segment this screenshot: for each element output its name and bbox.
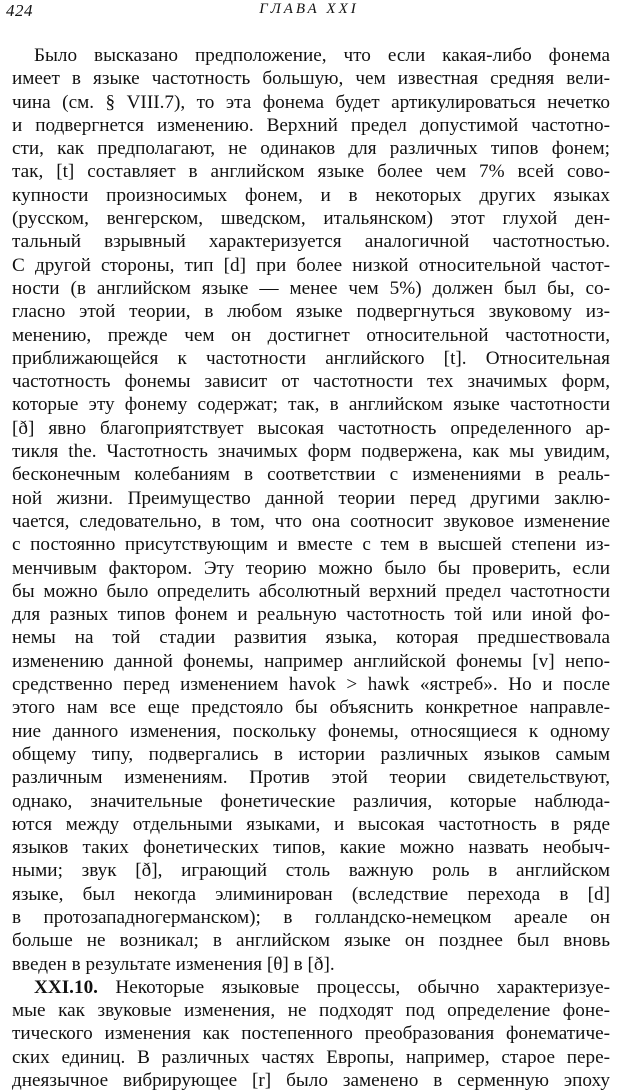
text-line: изменению данной фонемы, например английской фонемы [v] непо- — [12, 650, 610, 672]
text-line: днеязычное вибрирующее [r] было заменено в серменную эпоху — [12, 1070, 610, 1092]
text-line: (русском, венгерском, шведском, итальянском) этот глухой ден- — [12, 208, 610, 230]
text-line: менчивым фактором. Эту теорию можно было бы проверить, если — [12, 557, 610, 579]
text-line: языков таких фонетических типов, какие можно назвать необыч- — [12, 837, 610, 859]
text-line: однако, значительные фонетические различия, которые наблюда- — [12, 790, 610, 812]
text-line: ются между отдельными языками, и высокая частотность в ряде — [12, 813, 610, 835]
text-line: введен в результате изменения [θ] в [ð]. — [12, 953, 335, 975]
body-text — [12, 44, 610, 1092]
running-head: ГЛАВА XXI — [259, 1, 359, 17]
text-line: и подвергнется изменению. Верхний предел допустимой частотно- — [12, 114, 610, 136]
text-line: сти, как предполагают, не одинаков для различных типов фонем; — [12, 138, 610, 160]
text-line: купности произносимых фонем, и в некоторых других языках — [12, 184, 610, 206]
text-line: ских единиц. В различных частях Европы, например, старое пере- — [12, 1046, 610, 1068]
text-line: ние данного изменения, поскольку фонемы, относящиеся к одному — [12, 720, 610, 742]
text-line: так, [t] составляет в английском языке более чем 7% всей сово- — [12, 161, 610, 183]
text-line: тического изменения как постепенного преобразования фонематиче- — [12, 1023, 610, 1045]
paragraph — [12, 44, 610, 976]
text-line: тикля the. Частотность значимых форм подвержена, как мы увидим, — [12, 441, 610, 463]
text-line: чина (см. § VIII.7), то эта фонема будет артикулироваться нечетко — [12, 91, 610, 113]
text-line: имеет в языке частотность большую, чем известная средняя вели- — [12, 68, 610, 90]
page-number: 424 — [6, 1, 33, 20]
text-line: средственно перед изменением havok > hawk «ястреб». Но и после — [12, 674, 610, 696]
text-line: для разных типов фонем и реальную частотность той или иной фо- — [12, 604, 610, 626]
text-line: с постоянно присутствующим и вместе с тем в высшей степени из- — [12, 534, 610, 556]
text-line: [ð] явно благоприятствует высокая частотность определенного ар- — [12, 417, 610, 439]
text-line: С другой стороны, тип [d] при более низкой относительной частот- — [12, 254, 610, 276]
text-line: чается, следовательно, в том, что она соотносит звуковое изменение — [12, 510, 610, 532]
text-line: Было высказано предположение, что если какая-либо фонема — [34, 45, 610, 66]
text-line: этого нам все еще предстояло бы объяснить конкретное направле- — [12, 697, 610, 719]
text-line: менению, прежде чем он достигнет относительной частотности, — [12, 324, 610, 346]
text-line: частотность фонемы зависит от частотности тех значимых форм, — [12, 371, 610, 393]
text-line: бы можно было определить абсолютный верхний предел частотности — [12, 580, 610, 602]
text-line: ности (в английском языке — менее чем 5%) должен был бы, со- — [12, 277, 610, 299]
text-line: в протозападногерманском); в голландско-немецком ареале он — [12, 906, 610, 928]
text-line: гласно этой теории, в любом языке подвергнуться звуковому из- — [12, 301, 610, 323]
page-header — [6, 0, 612, 22]
text-line: больше не возникал; в английском языке он позднее был вновь — [12, 930, 610, 952]
text-line: ной жизни. Преимущество данной теории перед другими заклю- — [12, 487, 610, 509]
text-line: которые эту фонему содержат; так, в английском языке частотности — [12, 394, 610, 416]
text-line: тальный взрывный характеризуется аналогичной частотностью. — [12, 231, 610, 253]
text-line: немы на той стадии развития языка, которая предшествовала — [12, 627, 610, 649]
text-line: языке, был некогда элиминирован (вследствие перехода в [d] — [12, 883, 610, 905]
text-line: мые как звуковые изменения, не подходят под определение фоне- — [12, 1000, 610, 1022]
text-line: ными; звук [ð], играющий столь важную роль в английском — [12, 860, 610, 882]
text-line: различным изменениям. Против этой теории свидетельствуют, — [12, 767, 610, 789]
section-number: XXI.10. — [34, 976, 98, 998]
text-line — [12, 976, 610, 999]
text-line: общему типу, подвергались в истории различных языков самым — [12, 743, 610, 765]
text-line: бесконечным колебаниям в соответствии с изменениями в реаль- — [12, 464, 610, 486]
text-line: приближающейся к частотности английского [t]. Относительная — [12, 347, 610, 369]
paragraph-section-xxi-10 — [12, 976, 610, 1092]
text-run: Некоторые языковые процессы, обычно характеризуе- — [97, 976, 610, 998]
